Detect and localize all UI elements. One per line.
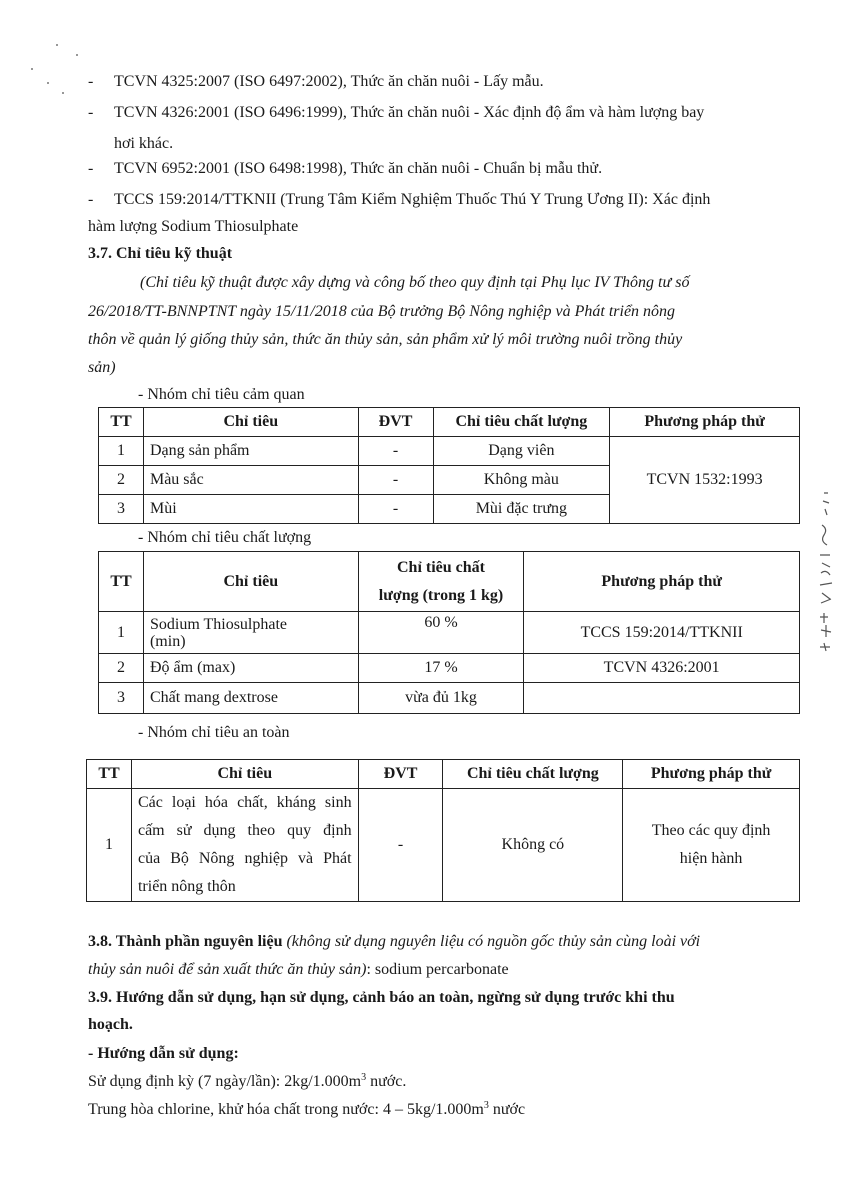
cell: - bbox=[358, 789, 443, 902]
cell: Độ ẩm (max) bbox=[143, 654, 358, 683]
table-row bbox=[99, 683, 800, 714]
scan-speck bbox=[47, 82, 49, 84]
ref-item-continued: hơi khác. bbox=[114, 135, 174, 152]
usage-line: Sử dụng định kỳ (7 ngày/lần): $2kg/1.000m^3$ nước. bbox=[88, 1072, 407, 1090]
cell: 1 bbox=[99, 612, 144, 654]
section-heading-3-9-continued: hoạch. bbox=[88, 1016, 133, 1033]
cell: 2 bbox=[99, 654, 144, 683]
section-heading-3-7: 3.7. Chỉ tiêu kỹ thuật bbox=[88, 245, 233, 262]
cell: Không màu bbox=[433, 466, 610, 495]
table-row bbox=[87, 789, 800, 902]
header-cell: Chỉ tiêu chất lượng bbox=[443, 760, 623, 789]
header-cell: TT bbox=[99, 552, 144, 612]
header-cell: ĐVT bbox=[358, 408, 433, 437]
cell: 1 bbox=[99, 437, 144, 466]
cell: - bbox=[358, 466, 433, 495]
header-cell: Chỉ tiêu bbox=[143, 408, 358, 437]
cell: Màu sắc bbox=[143, 466, 358, 495]
table-header-row bbox=[87, 760, 800, 789]
cell: vừa đủ 1kg bbox=[358, 683, 524, 714]
group-label-sensory: - Nhóm chỉ tiêu cảm quan bbox=[138, 386, 305, 403]
header-cell: Phương pháp thử bbox=[623, 760, 800, 789]
note-line: sản) bbox=[88, 359, 116, 376]
cell: Các loại hóa chất, kháng sinh cấm sử dụng theo quy định của Bộ Nông nghiệp và Phát triển nông thôn bbox=[131, 789, 358, 902]
group-label-safety: - Nhóm chỉ tiêu an toàn bbox=[138, 724, 290, 741]
header-cell: Chỉ tiêu chất lượng bbox=[433, 408, 610, 437]
table-row bbox=[99, 654, 800, 683]
note-line: (Chỉ tiêu kỹ thuật được xây dựng và công bố theo quy định tại Phụ lục IV Thông tư số bbox=[140, 274, 690, 291]
note-line: 26/2018/TT-BNNPTNT ngày 15/11/2018 của Bộ trưởng Bộ Nông nghiệp và Phát triển nông bbox=[88, 303, 676, 320]
cell: Không có bbox=[443, 789, 623, 902]
section-3-8: 3.8. Thành phần nguyên liệu (không sử dụng nguyên liệu có nguồn gốc thủy sản cùng loài với bbox=[88, 933, 701, 950]
ref-item: - TCVN 4325:2007 (ISO 6497:2002), Thức ăn chăn nuôi - Lấy mẫu. bbox=[88, 73, 544, 90]
cell: - bbox=[358, 495, 433, 524]
scan-speck bbox=[56, 44, 58, 46]
header-cell: Chỉ tiêu chất lượng (trong 1 kg) bbox=[358, 552, 524, 612]
cell: 2 bbox=[99, 466, 144, 495]
cell: TCVN 4326:2001 bbox=[524, 654, 800, 683]
quality-table bbox=[98, 551, 800, 714]
cell: Mùi bbox=[143, 495, 358, 524]
cell bbox=[524, 683, 800, 714]
header-cell: TT bbox=[99, 408, 144, 437]
cell: - bbox=[358, 437, 433, 466]
header-cell: ĐVT bbox=[358, 760, 443, 789]
cell: 60 % bbox=[358, 612, 524, 654]
cell: TCCS 159:2014/TTKNII bbox=[524, 612, 800, 654]
cell: Sodium Thiosulphate (min) bbox=[143, 612, 358, 654]
method-cell: TCVN 1532:1993 bbox=[610, 437, 800, 524]
sensory-table bbox=[98, 407, 800, 524]
header-cell: Phương pháp thử bbox=[524, 552, 800, 612]
table-header-row bbox=[99, 552, 800, 612]
ref-item: - TCCS 159:2014/TTKNII (Trung Tâm Kiểm Nghiệm Thuốc Thú Y Trung Ương II): Xác định bbox=[88, 191, 711, 208]
usage-subheading: - Hướng dẫn sử dụng: bbox=[88, 1045, 239, 1062]
cell: Dạng viên bbox=[433, 437, 610, 466]
ref-item-continued: hàm lượng Sodium Thiosulphate bbox=[88, 218, 299, 235]
scan-speck bbox=[62, 92, 64, 94]
cell: Dạng sản phẩm bbox=[143, 437, 358, 466]
cell: 17 % bbox=[358, 654, 524, 683]
ref-item: - TCVN 4326:2001 (ISO 6496:1999), Thức ăn chăn nuôi - Xác định độ ẩm và hàm lượng bay bbox=[88, 104, 705, 121]
table-row bbox=[99, 437, 800, 466]
cell: Mùi đặc trưng bbox=[433, 495, 610, 524]
header-cell: TT bbox=[87, 760, 132, 789]
section-3-8-continued: thủy sản nuôi để sản xuất thức ăn thủy sản): sodium percarbonate bbox=[88, 961, 509, 978]
header-cell: Chỉ tiêu bbox=[131, 760, 358, 789]
cell: 3 bbox=[99, 683, 144, 714]
margin-stamp-mark bbox=[812, 485, 842, 660]
safety-table bbox=[86, 759, 800, 902]
cell: Chất mang dextrose bbox=[143, 683, 358, 714]
section-heading-3-9: 3.9. Hướng dẫn sử dụng, hạn sử dụng, cảnh báo an toàn, ngừng sử dụng trước khi thu bbox=[88, 989, 675, 1006]
usage-line: Trung hòa chlorine, khử hóa chất trong nước: $4 - 5kg/1.000m^3$ nước bbox=[88, 1100, 526, 1118]
table-row bbox=[99, 612, 800, 654]
cell: Theo các quy định hiện hành bbox=[623, 789, 800, 902]
header-cell: Phương pháp thử bbox=[610, 408, 800, 437]
scan-speck bbox=[31, 68, 33, 70]
note-line: thôn về quản lý giống thủy sản, thức ăn thủy sản, sản phẩm xử lý môi trường nuôi trồng thủy bbox=[88, 331, 683, 348]
header-cell: Chỉ tiêu bbox=[143, 552, 358, 612]
group-label-quality: - Nhóm chỉ tiêu chất lượng bbox=[138, 529, 312, 546]
ref-item: - TCVN 6952:2001 (ISO 6498:1998), Thức ăn chăn nuôi - Chuẩn bị mẫu thử. bbox=[88, 160, 603, 177]
cell: 1 bbox=[87, 789, 132, 902]
cell: 3 bbox=[99, 495, 144, 524]
scan-speck bbox=[76, 54, 78, 56]
table-header-row bbox=[99, 408, 800, 437]
